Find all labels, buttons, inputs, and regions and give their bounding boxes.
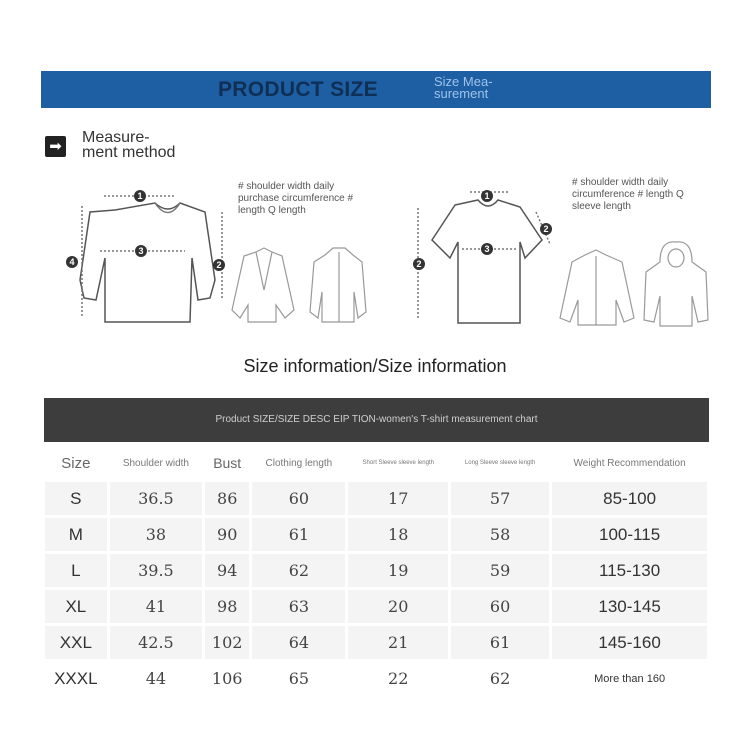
banner-title: PRODUCT SIZE — [218, 78, 378, 101]
cell-bust: 90 — [205, 518, 249, 551]
measurement-note-left: # shoulder width daily purchase circumference # length Q length — [238, 181, 354, 216]
cell-clothing-length: 61 — [252, 518, 345, 551]
cell-long-sleeve: 60 — [451, 590, 549, 623]
cell-bust: 98 — [205, 590, 249, 623]
jacket-diagram — [232, 248, 294, 322]
header-long-sleeve-length: Long Sleeve sleeve length — [464, 460, 536, 466]
header-shoulder-width: Shoulder width — [122, 457, 189, 469]
header-size: Size — [61, 454, 91, 472]
cell-shoulder-width: 42.5 — [110, 626, 202, 659]
marker-1 — [134, 190, 146, 202]
table-row — [45, 482, 707, 515]
svg-text:3: 3 — [138, 246, 144, 256]
cell-clothing-length: 62 — [252, 554, 345, 587]
cell-long-sleeve: 59 — [451, 554, 549, 587]
svg-text:4: 4 — [69, 257, 75, 267]
cell-bust: 102 — [205, 626, 249, 659]
cell-shoulder-width: 39.5 — [110, 554, 202, 587]
table-row — [45, 518, 707, 551]
cell-short-sleeve: 17 — [348, 482, 448, 515]
size-information-heading: Size information/Size information — [243, 356, 507, 376]
cell-short-sleeve: 20 — [348, 590, 448, 623]
table-row — [45, 662, 707, 695]
svg-text:1: 1 — [484, 191, 490, 201]
cell-weight: 145-160 — [552, 626, 707, 659]
cell-clothing-length: 63 — [252, 590, 345, 623]
cell-short-sleeve: 18 — [348, 518, 448, 551]
zip-jacket-diagram — [310, 248, 366, 322]
cell-clothing-length: 65 — [252, 662, 345, 695]
cell-weight: 130-145 — [552, 590, 707, 623]
svg-text:3: 3 — [484, 244, 490, 254]
cell-short-sleeve: 22 — [348, 662, 448, 695]
cell-short-sleeve: 21 — [348, 626, 448, 659]
cell-weight: 85-100 — [552, 482, 707, 515]
cell-bust: 106 — [205, 662, 249, 695]
table-row — [45, 626, 707, 659]
cell-weight: 100-115 — [552, 518, 707, 551]
cell-shoulder-width: 36.5 — [110, 482, 202, 515]
marker-2 — [213, 259, 225, 271]
cell-shoulder-width: 41 — [110, 590, 202, 623]
cell-long-sleeve: 58 — [451, 518, 549, 551]
cell-size: XL — [45, 590, 107, 623]
cell-bust: 94 — [205, 554, 249, 587]
banner-subtitle: Size Mea- surement — [434, 74, 493, 101]
arrow-right-icon: ➡ — [45, 136, 66, 157]
header-clothing-length: Clothing length — [265, 457, 333, 469]
sweater-diagram — [80, 196, 222, 322]
svg-text:2: 2 — [216, 260, 222, 270]
svg-text:2: 2 — [416, 259, 422, 269]
cell-long-sleeve: 62 — [451, 662, 549, 695]
cell-weight: More than 160 — [552, 662, 707, 695]
marker-4 — [66, 256, 78, 268]
svg-text:2: 2 — [543, 224, 549, 234]
cell-short-sleeve: 19 — [348, 554, 448, 587]
svg-text:1: 1 — [137, 191, 143, 201]
cell-size: XXL — [45, 626, 107, 659]
header-short-sleeve-length: Short Sleeve sleeve length — [362, 460, 434, 466]
cell-clothing-length: 64 — [252, 626, 345, 659]
table-row — [45, 590, 707, 623]
measurement-note-right: # shoulder width daily circumference # length Q sleeve length — [572, 177, 684, 212]
marker-5 — [481, 190, 493, 202]
tshirt-diagram — [418, 192, 550, 323]
garment-diagrams — [0, 0, 750, 350]
marker-7 — [481, 243, 493, 255]
cell-shoulder-width: 38 — [110, 518, 202, 551]
cell-long-sleeve: 61 — [451, 626, 549, 659]
cell-long-sleeve: 57 — [451, 482, 549, 515]
marker-6 — [540, 223, 552, 235]
shirt-diagram — [560, 250, 634, 325]
cell-clothing-length: 60 — [252, 482, 345, 515]
cell-weight: 115-130 — [552, 554, 707, 587]
marker-3 — [135, 245, 147, 257]
cell-size: S — [45, 482, 107, 515]
table-row — [45, 554, 707, 587]
header-bust: Bust — [213, 455, 242, 471]
size-table — [42, 444, 710, 698]
hoodie-diagram — [644, 242, 708, 326]
cell-size: XXXL — [45, 662, 107, 695]
cell-bust: 86 — [205, 482, 249, 515]
cell-size: L — [45, 554, 107, 587]
marker-8 — [413, 258, 425, 270]
table-header-row — [45, 447, 707, 479]
chart-title-bar: Product SIZE/SIZE DESC EIP TION-women's T-shirt measurement chart — [44, 398, 709, 442]
cell-shoulder-width: 44 — [110, 662, 202, 695]
header-weight-recommendation: Weight Recommendation — [573, 457, 686, 469]
measurement-method-label: Measure- ment method — [82, 129, 176, 161]
cell-size: M — [45, 518, 107, 551]
